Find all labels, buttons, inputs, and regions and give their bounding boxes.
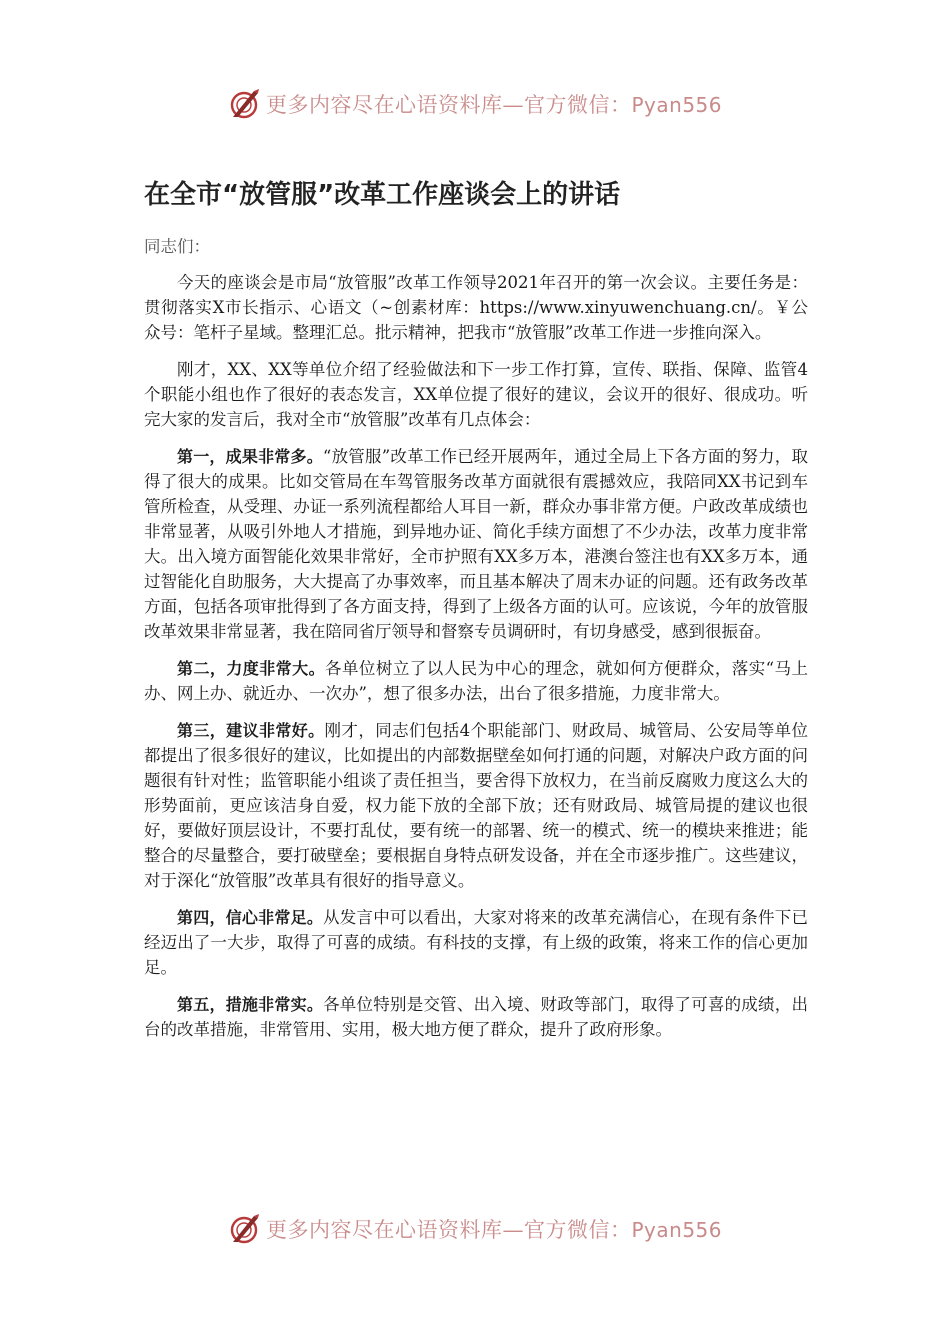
quill-circle-logo-icon (228, 1212, 262, 1246)
point-lead: 第一，成果非常多。 (177, 447, 323, 466)
point-lead: 第四，信心非常足。 (177, 908, 324, 927)
salutation: 同志们： (144, 237, 210, 256)
intro-paragraph-1: 今天的座谈会是市局“放管服”改革工作领导2021年召开的第一次会议。主要任务是：贯彻落实X市长指示、心语文（~创素材库：https://www.xinyuwenchuang.cn/。￥公众号：笔杆子星域。整理汇总。批示精神，把我市“放管服”改革工作进一步推向深入。 (144, 273, 808, 342)
point-body: 各单位特别是交管、出入境、财政等部门，取得了可喜的成绩，出台的改革措施，非常管用、实用，极大地方便了群众，提升了政府形象。 (144, 995, 808, 1039)
point-paragraph-4 (144, 905, 808, 980)
banner-text (266, 89, 722, 119)
banner-text (266, 1214, 722, 1244)
point-paragraph-1 (144, 444, 808, 644)
point-lead: 第五，措施非常实。 (177, 995, 324, 1014)
point-paragraph-2 (144, 656, 808, 706)
intro-paragraph-2: 刚才，XX、XX等单位介绍了经验做法和下一步工作打算，宣传、联指、保障、监管4个职能小组也作了很好的表态发言，XX单位提了很好的建议，会议开的很好、很成功。听完大家的发言后，我对全市“放管服”改革有几点体会： (144, 360, 808, 429)
point-lead: 第三，建议非常好。 (177, 721, 325, 740)
point-paragraph-3 (144, 718, 808, 893)
point-body: 刚才，同志们包括4个职能部门、财政局、城管局、公安局等单位都提出了很多很好的建议，比如提出的内部数据壁垒如何打通的问题，对解决户政方面的问题很有针对性；监管职能小组谈了责任担当，要舍得下放权力，在当前反腐败力度这么大的形势面前，更应该洁身自爱，权力能下放的全部下放；还有财政局、城管局提的建议也很好，要做好顶层设计，不要打乱仗，要有统一的部署、统一的模式、统一的模块来推进；能整合的尽量整合，要打破壁垒；要根据自身特点研发设备，并在全市逐步推广。这些建议，对于深化“放管服”改革具有很好的指导意义。 (144, 721, 808, 890)
quill-circle-logo-icon (228, 87, 262, 121)
banner-wechat-id: Pyan556 (631, 1218, 722, 1242)
point-body: 从发言中可以看出，大家对将来的改革充满信心，在现有条件下已经迈出了一大步，取得了可喜的成绩。有科技的支撑，有上级的政策，将来工作的信心更加足。 (144, 908, 808, 977)
point-paragraph-5 (144, 992, 808, 1042)
document-body (144, 172, 808, 1054)
point-body: “放管服”改革工作已经开展两年，通过全局上下各方面的努力，取得了很大的成果。比如交管局在车驾管服务改革方面就很有震撼效应，我陪同XX书记到车管所检查，从受理、办证一系列流程都给人耳目一新，群众办事非常方便。户政改革成绩也非常显著，从吸引外地人才措施，到异地办证、简化手续方面想了不少办法，改革力度非常大。出入境方面智能化效果非常好，全市护照有XX多万本，港澳台签注也有XX多万本，通过智能化自助服务，大大提高了办事效率，而且基本解决了周末办证的问题。还有政务改革方面，包括各项审批得到了各方面支持，得到了上级各方面的认可。应该说，今年的放管服改革效果非常显著，我在陪同省厅领导和督察专员调研时，有切身感受，感到很振奋。 (144, 447, 808, 641)
header-banner (0, 84, 950, 124)
point-lead: 第二，力度非常大。 (177, 659, 326, 678)
banner-wechat-id: Pyan556 (631, 93, 722, 117)
footer-banner (0, 1209, 950, 1249)
page-title: 在全市“放管服”改革工作座谈会上的讲话 (144, 180, 621, 210)
banner-text-cn: 更多内容尽在心语资料库—官方微信： (265, 93, 632, 117)
point-body: 各单位树立了以人民为中心的理念，就如何方便群众，落实“马上办、网上办、就近办、一次办”，想了很多办法，出台了很多措施，力度非常大。 (144, 659, 808, 703)
banner-text-cn: 更多内容尽在心语资料库—官方微信： (265, 1218, 632, 1242)
